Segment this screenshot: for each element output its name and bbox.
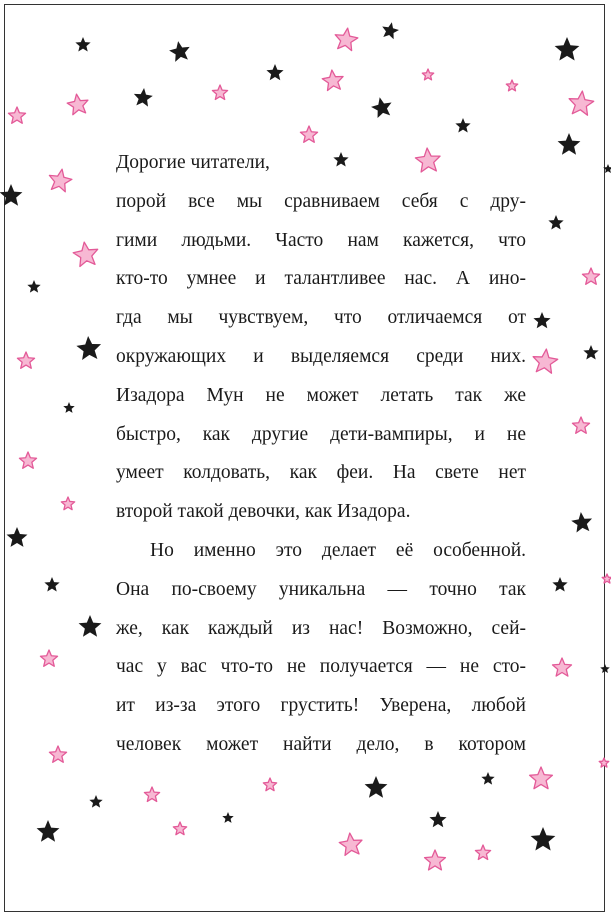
letter-line: ит из-за этого грустить! Уверена, любой	[116, 695, 526, 717]
letter-line: умеет колдовать, как феи. На свете нет	[116, 462, 526, 484]
letter-text	[116, 144, 526, 765]
letter-line: гда мы чувствуем, что отличаемся от	[116, 307, 526, 329]
letter-greeting: Дорогие читатели,	[116, 152, 270, 173]
letter-line: час у вас что-то не получается — не сто-	[116, 656, 526, 678]
letter-line: же, как каждый из нас! Возможно, сей-	[116, 617, 526, 639]
letter-line: Изадора Мун не может летать так же	[116, 384, 526, 406]
letter-line: кто-то умнее и талантливее нас. А ино-	[116, 268, 526, 290]
letter-line: Она по-своему уникальна — точно так	[116, 578, 526, 600]
letter-line: порой все мы сравниваем себя с дру-	[116, 190, 526, 212]
letter-line: Но именно это делает её особенной.	[150, 539, 526, 561]
letter-line: второй такой девочки, как Изадора.	[116, 501, 411, 523]
letter-line: гими людьми. Часто нам кажется, что	[116, 229, 526, 251]
letter-line: человек может найти дело, в котором	[116, 733, 526, 755]
letter-line: быстро, как другие дети-вампиры, и не	[116, 423, 526, 445]
letter-line: окружающих и выделяемся среди них.	[116, 345, 526, 367]
